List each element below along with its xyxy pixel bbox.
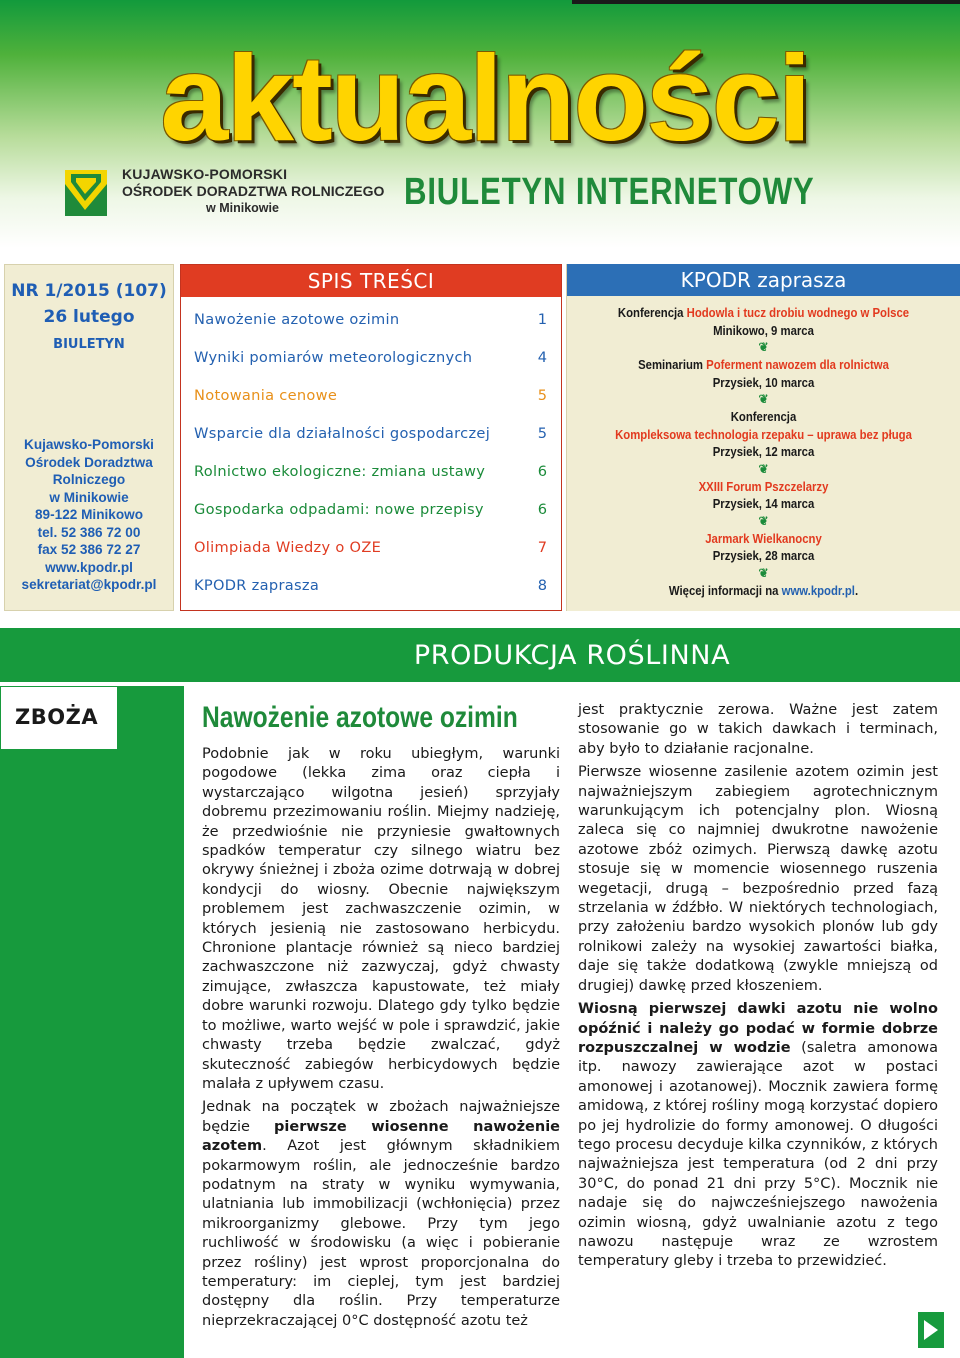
next-page-button[interactable] (918, 1312, 944, 1348)
kpodr-events-list (567, 304, 960, 599)
contact-line: 89-122 Minikowo (34, 507, 144, 522)
toc-item-label: Rolnictwo ekologiczne: zmiana ustawy (194, 463, 486, 480)
event-when: Przysiek, 28 marca (712, 548, 815, 563)
article-column-2 (578, 701, 938, 1276)
kpodr-logo-icon (65, 170, 107, 216)
contact-line: w Minikowie (49, 489, 129, 505)
toc-item-label: Wsparcie dla działalności gospodarczej (194, 425, 491, 442)
toc-item-page: 4 (537, 349, 547, 366)
toc-item[interactable] (181, 491, 561, 529)
toc-item-label: Nawożenie azotowe ozimin (194, 311, 400, 328)
table-of-contents (180, 264, 562, 611)
article-title: Nawożenie azotowe ozimin (202, 701, 518, 734)
event-title[interactable]: Jarmark Wielkanocny (705, 530, 822, 546)
contact-block (5, 436, 173, 594)
leaf-bullet-icon: ❦ (758, 340, 769, 354)
contact-line: Kujawsko-Pomorski (24, 437, 154, 452)
org-logo-line2: OŚRODEK DORADZTWA ROLNICZEGO (122, 183, 385, 199)
org-logo-line1: KUJAWSKO-POMORSKI (122, 166, 288, 182)
toc-item-label: Gospodarka odpadami: nowe przepisy (194, 501, 484, 518)
article-paragraph: Jednak na początek w zbożach najważniejsze będzie pierwsze wiosenne nawożenie azotem. Azot jest głównym składnikiem pokarmowym roślin, ale jednocześnie bardzo podatnym na straty w wyniku wymywania, ulatniania lub immobilizacji (wchłonięcia) przez mikroorganizmy glebowe. Przy tym jego ruchliwość w środowisku (a więc i pobieranie przez rośliny) jest wprost proporcjonalna do temperatury: im cieplej, tym jest bardziej dostępny dla roślin. Przy temperaturze nieprzekraczającej 0°C dostępność azotu też (202, 1099, 560, 1329)
leaf-bullet-icon: ❦ (758, 565, 769, 580)
category-tab (0, 686, 118, 750)
section-title: PRODUKCJA ROŚLINNA (413, 640, 731, 671)
event-prefix: Konferencja (730, 409, 797, 424)
toc-title: SPIS TREŚCI (181, 265, 561, 297)
article-paragraph: Pierwsze wiosenne zasilenie azotem ozimin jest najważniejszym zabiegiem agrotechnicznym warunkującym ich potencjalny plon. Wiosną zaleca się co najmniej dwukrotne nawożenie azotowe zbóż ozimych. Pierwszą dawkę azotu stosuje się w momencie wiosennego ruszenia wegetacji, drugą – bezpośrednio przed fazą strzelania w źdźbło. W niektórych technologiach, przy założeniu bardzo wysokich plonów lub gdy rolnikowi zależy na wysokiej zawartości białka, daje się także dodatkową (zwykle mniejszą od drugiej) dawkę przed kłoszeniem. (578, 764, 938, 994)
toc-item[interactable] (181, 453, 561, 491)
event-when: Przysiek, 12 marca (712, 444, 815, 459)
article-paragraph: Podobnie jak w roku ubiegłym, warunki pogodowe (lekka zima oraz ciepła i wystarczająco wilgotna jesień) sprzyjały dobremu przezimowaniu roślin. Miejmy nadzieję, że przedwiośnie nie przyniesie gwałtownych spadków temperatur czy silnego wiatru bez okrywy śnieżnej i zboża ozime dotrwają w dobrej kondycji do wiosny. Obecnie największym problemem jest zachwaszczenie ozimin, w których jesienią nie zastosowano herbicydu. Chronione plantacje również są nieco bardziej zachwaszczone niż zazwyczaj, gdyż chwasty zimujące, zwłaszcza kapustowate, też miały dobre warunki rozwoju. Dlatego gdy tylko będzie to możliwe, warto wejść w pole i sprawdzić, jakie chwasty trzeba będzie zwalczać, gdyż skuteczność zabiegów herbicydowych będzie malała z upływem czasu. (202, 746, 560, 1092)
top-rule (572, 0, 960, 4)
event-title[interactable]: XXIII Forum Pszczelarzy (698, 478, 829, 494)
org-logo-text (122, 166, 384, 216)
header-banner (0, 0, 960, 248)
issue-date: 26 lutego (43, 307, 135, 327)
category-label: ZBOŻA (15, 705, 99, 729)
more-info: Więcej informacji na www.kpodr.pl. (668, 582, 859, 598)
org-logo-line3: w Minikowie (206, 201, 279, 215)
event-title[interactable]: Konferencja Hodowla i tucz drobiu wodnego w Polsce (617, 305, 910, 320)
toc-item-label: KPODR zaprasza (194, 577, 320, 594)
category-sidebar (0, 686, 184, 1358)
toc-item-label: Olimpiada Wiedzy o OZE (194, 539, 382, 556)
issue-info-box (4, 264, 174, 611)
event-when: Przysiek, 14 marca (712, 496, 815, 511)
article-paragraph: jest praktycznie zerowa. Ważne jest zatem stosowanie go w takich dawkach i terminach, aby było to działanie racjonalne. (578, 702, 938, 757)
toc-item-page: 6 (537, 501, 547, 518)
event-when: Minikowo, 9 marca (713, 322, 814, 338)
toc-item-page: 8 (537, 577, 547, 594)
next-page-arrow-icon (924, 1320, 938, 1340)
toc-item-page: 5 (537, 425, 547, 442)
leaf-bullet-icon: ❦ (758, 392, 769, 406)
toc-item-label: Wyniki pomiarów meteorologicznych (194, 349, 473, 366)
email-link[interactable]: sekretariat@kpodr.pl (21, 577, 157, 592)
toc-item-page: 6 (537, 463, 547, 480)
more-info-link[interactable]: www.kpodr.pl (781, 582, 855, 598)
event-title[interactable]: Kompleksowa technologia rzepaku – uprawa bez pługa (615, 426, 912, 442)
toc-item-page: 5 (537, 387, 547, 404)
toc-item[interactable] (181, 301, 561, 339)
contact-line: Ośrodek Doradztwa (25, 454, 153, 470)
issue-number: NR 1/2015 (107) (11, 281, 167, 301)
toc-item[interactable] (181, 567, 561, 605)
contact-line: tel. 52 386 72 00 (37, 524, 141, 540)
kpodr-events-title: KPODR zaprasza (567, 264, 960, 296)
contact-line: fax 52 386 72 27 (37, 542, 141, 557)
article-column-1 (202, 745, 560, 1335)
issue-type: BIULETYN (53, 337, 125, 352)
leaf-bullet-icon: ❦ (758, 513, 769, 528)
toc-item[interactable] (181, 415, 561, 453)
toc-item-page: 1 (537, 311, 547, 328)
toc-item-label: Notowania cenowe (194, 387, 338, 404)
article-paragraph: Wiosną pierwszej dawki azotu nie wolno opóźnić i należy go podać w formie dobrze rozpuszczalnej w wodzie (saletra amonowa itp. nawozy zawierające azot w postaci amonowej i azotanowej). Mocznik zawiera formę amidową, z której rośliny mogą korzystać dopiero po jej hydrolizie do formy amonowej. O długości tego procesu decyduje kilka czynników, z których najważniejsza jest temperatura (od 2 dni przy 30°C, do ponad 21 dni przy 5°C). Mocznik nie nadaje się do najwcześniejszego nawożenia ozimin wiosną, gdyż uwalnianie azotu z tego nawozu następuje wraz ze wzrostem temperatury gleby i trzeba to przewidzieć. (578, 1001, 939, 1270)
event-title[interactable]: Seminarium Poferment nawozem dla rolnictwa (638, 357, 889, 372)
toc-item[interactable] (181, 377, 561, 415)
kpodr-events-box (566, 264, 960, 611)
leaf-bullet-icon: ❦ (758, 461, 769, 476)
section-band (0, 628, 960, 682)
bulletin-subtitle: BIULETYN INTERNETOWY (404, 171, 815, 213)
event-when: Przysiek, 10 marca (712, 374, 815, 390)
toc-item-page: 7 (537, 539, 547, 556)
masthead-title: aktualności (160, 30, 810, 166)
website-link[interactable]: www.kpodr.pl (45, 559, 133, 575)
toc-item[interactable] (181, 339, 561, 377)
contact-line: Rolniczego (52, 472, 126, 487)
toc-item[interactable] (181, 529, 561, 567)
